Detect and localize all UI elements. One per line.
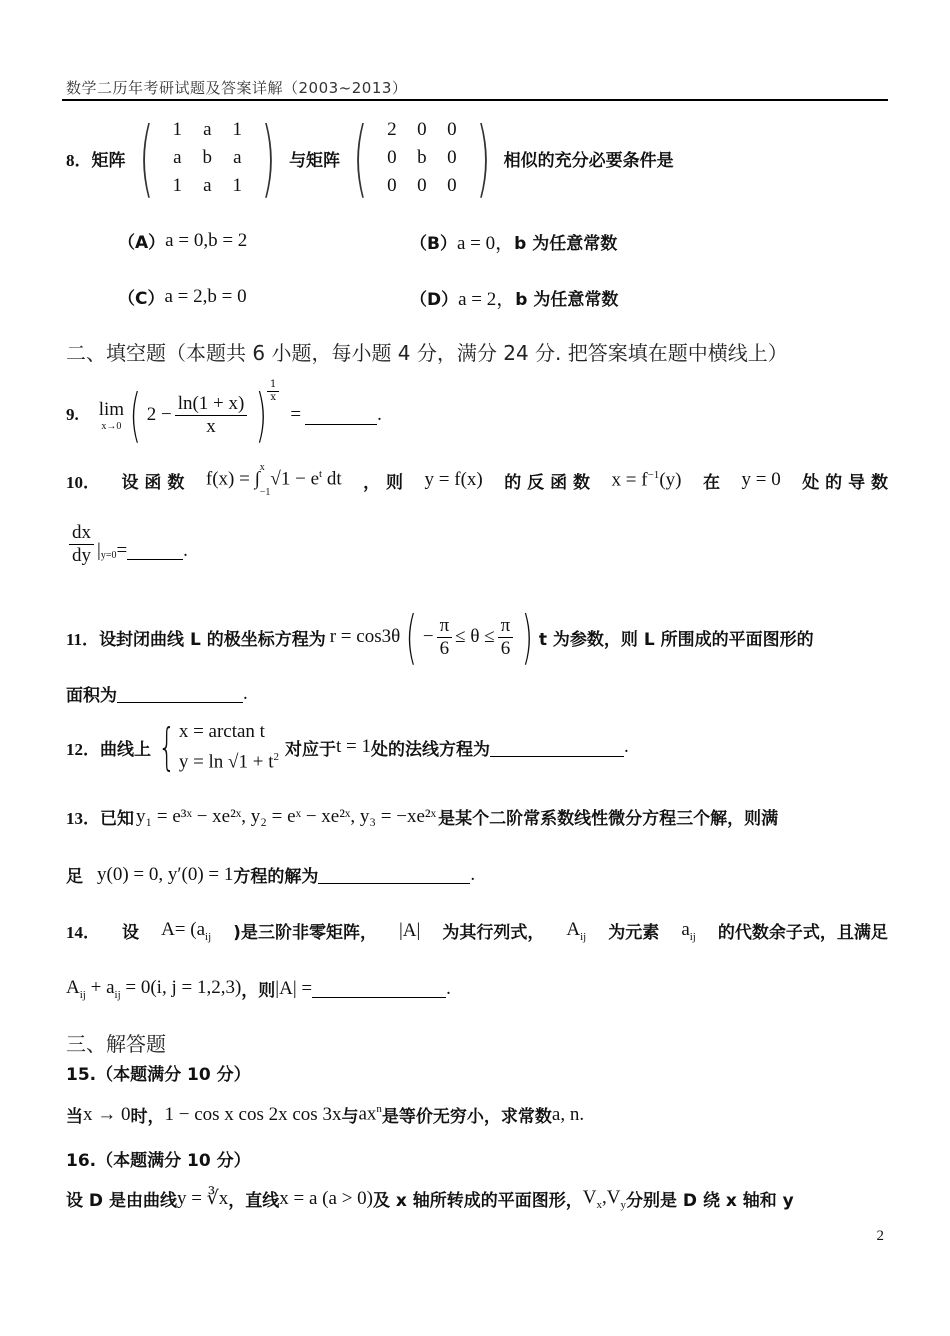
matrix-1-entry: a [233, 147, 242, 168]
page-number: 2 [876, 1228, 884, 1244]
question-number: 8． [66, 150, 92, 170]
matrix-2-entry: 0 [447, 147, 457, 168]
question-14: 14． 设 $A= (a_{ij}$ )是三阶非零矩阵， |A| 为其行列式， $A_{ij}$ 为元素 $a_{ij}$ 的代数余子式，且满足 [66, 918, 888, 943]
matrix-2-entry: 0 [387, 147, 397, 168]
answer-blank [305, 406, 377, 425]
matrix-2-grid [377, 119, 467, 197]
answer-blank [117, 684, 243, 703]
question-16: 设 D 是由曲线 y = ∛x ，直线 x = a (a > 0) 及 x 轴所转成的平面图形， $V_x,V_y$ 分别是 D 绕 x 轴和 y [66, 1186, 794, 1211]
matrix-2: ( 2 0 0 0 b 0 0 0 0 ) [353, 109, 491, 207]
option-a: （A） a = 0,b = 2 [118, 229, 248, 253]
question-10-cont: $\frac{dx}{dy}$ | y=0 = . [66, 522, 188, 567]
matrix-1-entry: 1 [172, 175, 183, 196]
question-9: 9. lim x→0 ( 2 − $\frac{\ln(1 + x)}{x}$ ) $\frac{1}{x}$ = . [66, 379, 382, 449]
question-12: 12． 曲线上 { x = arctan t $y = \ln √1 + t^2$ 对应于 t = 1 处的法线方程为 . [66, 718, 629, 776]
question-text: 与矩阵 [289, 150, 341, 171]
matrix-2-entry: b [417, 147, 427, 168]
matrix-1-entry: 1 [172, 119, 183, 140]
question-text: 矩阵 [91, 150, 126, 171]
question-13-cont: 足 y(0) = 0, y′(0) = 1 方程的解为 . [66, 863, 476, 887]
matrix-1-entry: a [173, 147, 182, 168]
matrix-2-entry: 2 [387, 119, 397, 140]
question-11: 11． 设封闭曲线 L 的极坐标方程为 r = cos3θ ( − $\frac{\pi}{6}$ ≤ θ ≤ $\frac{\pi}{6}$ ) t 为参数，则 L 所围成的平面图形的 [66, 603, 814, 671]
question-15-header: 15.（本题满分 10 分） [66, 1065, 251, 1085]
section-3-title: 三、解答题 [66, 1032, 166, 1056]
matrix-1-entry: 1 [232, 175, 243, 196]
question-10: 10． 设 函 数 f(x) = ∫ x −1 $√1 - e^t$ dt ， 则 y = f(x) 的 反 函 数 $x = f^{-1}(y)$ 在 y = 0 处 的 导 数 [66, 462, 888, 498]
question-text: 相似的充分必要条件是 [503, 150, 674, 171]
matrix-1: ( 1 a 1 a b a 1 a 1 ) [138, 109, 277, 207]
option-d: （D） a = 2， b 为任意常数 [410, 289, 619, 310]
question-13: 13． 已知 y₁ = e³ˣ − xe²ˣ, y₂ = eˣ − xe²ˣ, y₃ = −xe²ˣ 是某个二阶常系数线性微分方程三个解，则满 [66, 805, 779, 829]
matrix-2-entry: 0 [417, 119, 427, 140]
question-11-cont: 面积为 . [66, 682, 248, 706]
header-rule [62, 99, 888, 101]
matrix-1-entry: 1 [232, 119, 243, 140]
option-c: （C） a = 2,b = 0 [118, 285, 247, 309]
section-2-title: 二、填空题（本题共 6 小题，每小题 4 分，满分 24 分. 把答案填在题中横线上） [66, 341, 788, 365]
answer-blank [318, 865, 470, 884]
matrix-1-grid [162, 119, 252, 197]
question-15: 当 x → 0 时， 1 − cos x cos 2x cos 3x 与 $ax^n$ 是等价无穷小，求常数 a, n . [66, 1103, 585, 1127]
question-16-header: 16.（本题满分 10 分） [66, 1151, 251, 1171]
answer-blank [312, 979, 446, 998]
option-b: （B） a = 0， b 为任意常数 [410, 233, 618, 254]
matrix-1-entry: b [202, 147, 213, 168]
matrix-2-entry: 0 [417, 175, 427, 196]
answer-blank [490, 738, 624, 757]
question-14-cont: $A_{ij} + a_{ij} = 0(i$, j = 1,2,3) ，则 |A| = . [66, 976, 451, 1001]
matrix-1-entry: a [203, 119, 212, 140]
matrix-2-entry: 0 [387, 175, 397, 196]
answer-blank [127, 541, 183, 560]
page-header: 数学二历年考研试题及答案详解（2003~2013） [66, 79, 408, 97]
matrix-2-entry: 0 [447, 119, 457, 140]
matrix-2-entry: 0 [447, 175, 457, 196]
matrix-1-entry: a [203, 175, 212, 196]
question-8 [66, 108, 674, 208]
